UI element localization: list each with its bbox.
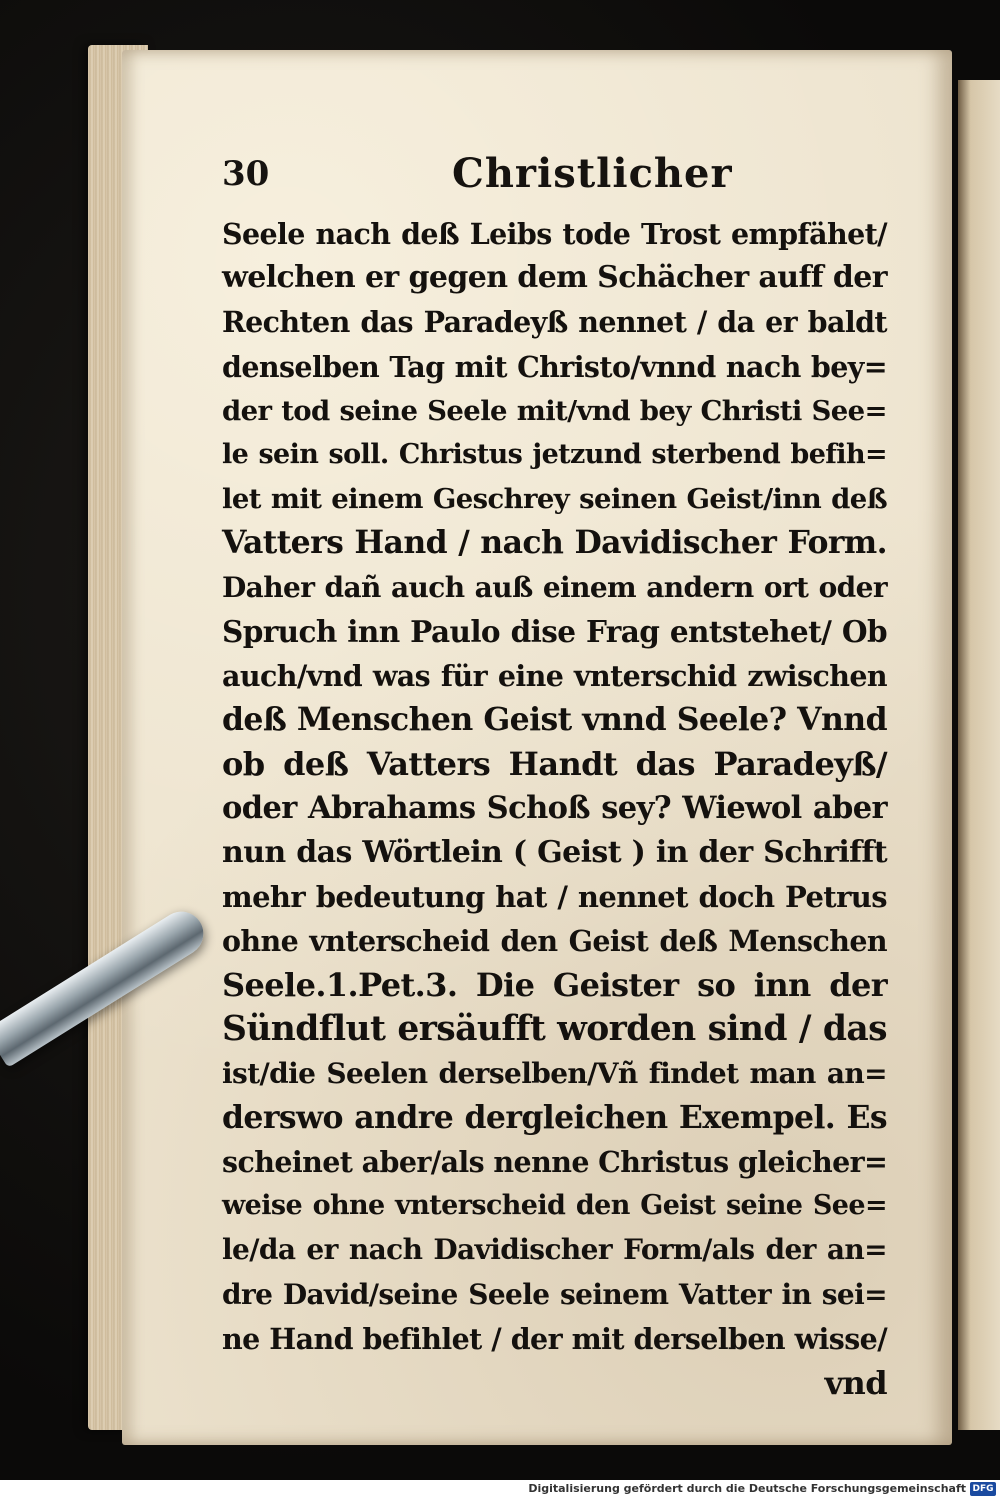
text-line: derswo andre dergleichen Exempel. Es	[222, 1098, 887, 1136]
text-line: let mit einem Geschrey seinen Geist/inn deß	[222, 483, 887, 516]
text-line: Seele nach deß Leibs tode Trost empfähet/	[222, 217, 887, 251]
page-number: 30	[222, 154, 270, 194]
body-text	[222, 212, 887, 1405]
text-line: weise ohne vnterscheid den Geist seine See=	[222, 1190, 887, 1222]
dfg-logo: DFG	[970, 1482, 996, 1496]
text-line: ohne vnterscheid den Geist deß Menschen	[222, 924, 887, 958]
text-line: Daher dañ auch auß einem andern ort oder	[222, 570, 887, 604]
text-line: scheinet aber/als nenne Christus gleicher=	[222, 1144, 888, 1179]
text-line: dre David/seine Seele seinem Vatter in sei=	[222, 1277, 887, 1311]
text-line: ist/die Seelen derselben/Vñ findet man an=	[222, 1056, 887, 1090]
text-line: ne Hand befihlet / der mit derselben wisse/	[222, 1321, 887, 1356]
catchword: vnd	[824, 1363, 887, 1402]
running-head: Christlicher	[452, 150, 733, 197]
facing-page-edge	[958, 80, 1000, 1430]
text-line: der tod seine Seele mit/vnd bey Christi See=	[222, 394, 887, 427]
text-line: ob deß Vatters Handt das Paradeyß/	[222, 745, 887, 784]
funding-credit: Digitalisierung gefördert durch die Deutsche Forschungsgemeinschaft	[528, 1482, 966, 1495]
text-line: deß Menschen Geist vnnd Seele? Vnnd	[222, 701, 887, 739]
text-line: denselben Tag mit Christo/vnnd nach bey=	[222, 349, 887, 384]
page-header	[222, 150, 882, 210]
text-line: Spruch inn Paulo dise Frag entstehet/ Ob	[222, 613, 887, 649]
text-line: le sein soll. Christus jetzund sterbend befih=	[222, 438, 887, 470]
text-line: Seele.1.Pet.3. Die Geister so inn der	[222, 966, 887, 1005]
text-line: welchen er gegen dem Schächer auff der	[222, 260, 887, 296]
text-line: auch/vnd was für eine vnterschid zwischen	[222, 658, 887, 693]
text-line: nun das Wörtlein ( Geist ) in der Schrifft	[222, 834, 887, 870]
text-line: Sündflut ersäufft worden sind / das	[222, 1009, 887, 1050]
text-line: le/da er nach Davidischer Form/als der an=	[222, 1233, 887, 1267]
text-line: mehr bedeutung hat / nennet doch Petrus	[222, 879, 887, 914]
text-line: Rechten das Paradeyß nennet / da er baldt	[222, 305, 887, 340]
text-line: oder Abrahams Schoß sey? Wiewol aber	[222, 790, 887, 827]
text-line: Vatters Hand / nach Davidischer Form.	[222, 524, 887, 562]
